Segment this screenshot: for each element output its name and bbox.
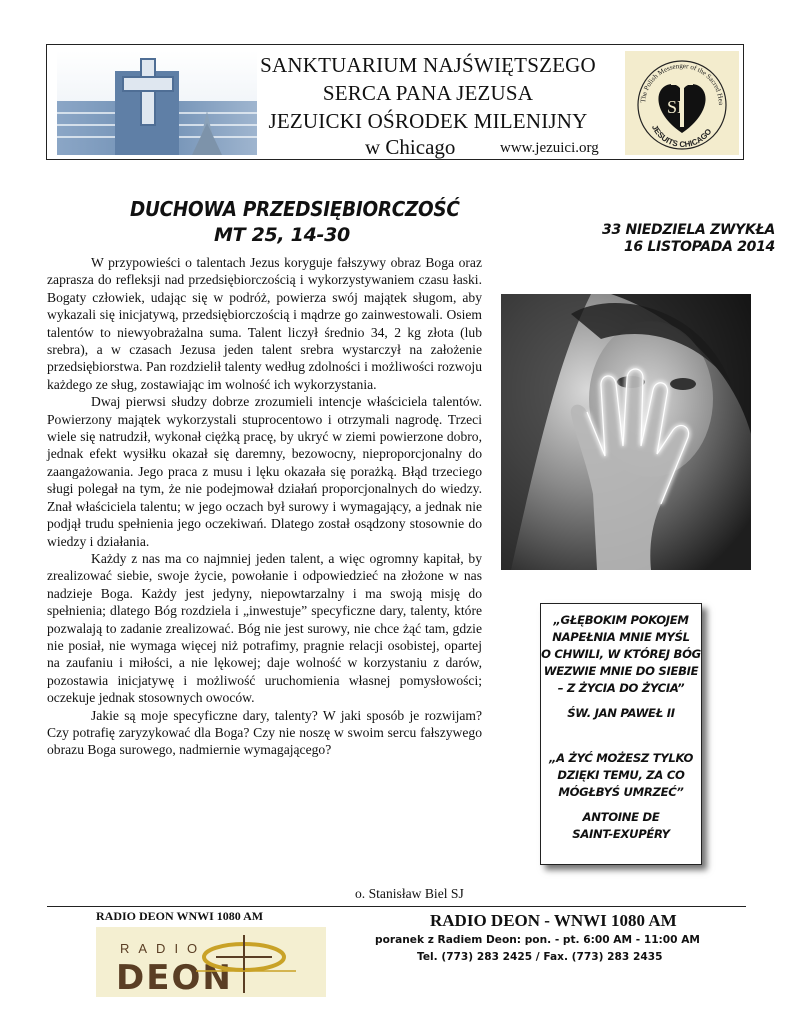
quote-author: ANTOINE DE bbox=[582, 810, 660, 824]
article-author: o. Stanisław Biel SJ bbox=[355, 886, 464, 901]
quote-line: „GŁĘBOKIM POKOJEM bbox=[553, 613, 689, 627]
church-photo bbox=[57, 51, 257, 155]
quote-line: DZIĘKI TEMU, ZA CO bbox=[557, 768, 685, 782]
article-paragraph: Dwaj pierwsi słudzy dobrze zrozumieli intencje właściciela talentów. Powierzony majątek wykorzystali stuprocentowo i otrzymali nagrodę. Trzeci wiele się natrudził, wykonał ciężką pracę, by ukryć w ziemi powierzone dobro, jednak efekt wysiłku okazał się daremny, bezowocny, nieproporcjonalny do zaangażowania. Jego praca z musu i lęku okazała się porażką. Błąd trzeciego sługi polegał na tym, że nie podejmował działań proporcjonalnych do wiedzy. Znał właściciela talentu; w jego oczach był surowy i wymagający, a jednak nie podjął trudu spełnienia jego oczekiwań. Dlatego został osądzony stosownie do wiedzy i działania. bbox=[47, 394, 482, 549]
hand-face-photo bbox=[501, 294, 751, 570]
quote-line: WEZWIE MNIE DO SIEBIE bbox=[543, 664, 699, 678]
radio-deon-logo bbox=[96, 927, 326, 997]
seal-monogram: SI bbox=[667, 97, 684, 117]
logo-deon-text: DEON bbox=[116, 958, 233, 997]
article-reference: MT 25, 14-30 bbox=[214, 224, 350, 246]
header-title-line: SANKTUARIUM NAJŚWIĘTSZEGO bbox=[260, 53, 596, 77]
header-city: w Chicago bbox=[365, 135, 456, 159]
radio-phone: Tel. (773) 283 2425 / Fax. (773) 283 2435 bbox=[417, 951, 663, 963]
quotes-box bbox=[540, 603, 702, 865]
sunday-name: 33 NIEDZIELA ZWYKŁA bbox=[602, 222, 775, 238]
header-title-line: SERCA PANA JEZUSA bbox=[322, 81, 534, 105]
footer-divider bbox=[47, 906, 746, 907]
quote-line: – Z ŻYCIA DO ŻYCIA” bbox=[557, 681, 685, 695]
quote-line: NAPEŁNIA MNIE MYŚL bbox=[552, 630, 690, 644]
article-paragraph: Jakie są moje specyficzne dary, talenty? W jaki sposób je rozwijam? Czy potrafię zaryzykować dla Boga? Czy nie noszę w swoim sercu fałszywego obrazu Boga surowego, nadmiernie wymagającego? bbox=[47, 707, 482, 758]
seal-arc-text: The Polish Messenger of the Sacred Hea bbox=[639, 61, 726, 106]
radio-small-label: RADIO DEON WNWI 1080 AM bbox=[96, 909, 264, 923]
header-title-line: JEZUICKI OŚRODEK MILENIJNY bbox=[268, 109, 588, 133]
logo-radio-text: RADIO bbox=[120, 941, 207, 956]
quote-author: SAINT-EXUPÉRY bbox=[572, 827, 670, 841]
article-body bbox=[47, 254, 482, 759]
quote-2 bbox=[541, 750, 701, 843]
article-paragraph: W przypowieści o talentach Jezus koryguje fałszywy obraz Boga oraz zaprasza do refleksji nad przedsiębiorczością i wykorzystywaniem czasu łaski. Bogaty człowiek, udając się w podróż, powierza swój majątek sługom, aby wykazali się inicjatywą, przedsiębiorczością i mądrze go zainwestowali. Osiem talentów to niewyobrażalna suma. Talent liczył średnio 34, 2 kg złota (lub srebra), a w czasach Jezusa jeden talent srebra wystarczył na założenie przedsiębiorstwa. Pan rozdzielił talenty według zdolności i możliwości rozwoju każdego ze sług, zostawiając im wolność ich wykorzystania. bbox=[47, 255, 482, 392]
radio-title: RADIO DEON - WNWI 1080 AM bbox=[430, 911, 677, 930]
header-url[interactable]: www.jezuici.org bbox=[500, 140, 599, 156]
header-box bbox=[46, 44, 744, 160]
quote-author: ŚW. JAN PAWEŁ II bbox=[567, 706, 675, 720]
article-title: DUCHOWA PRZEDSIĘBIORCZOŚĆ bbox=[130, 197, 460, 221]
radio-schedule: poranek z Radiem Deon: pon. - pt. 6:00 AM - 11:00 AM bbox=[375, 934, 700, 946]
sunday-date bbox=[520, 222, 775, 256]
header-title bbox=[243, 51, 613, 135]
sunday-date-line: 16 LISTOPADA 2014 bbox=[623, 239, 775, 255]
jesuits-chicago-seal bbox=[625, 51, 739, 155]
quote-line: „A ŻYĆ MOŻESZ TYLKO bbox=[548, 751, 693, 765]
article-paragraph: Każdy z nas ma co najmniej jeden talent, a więc ogromny kapitał, by zrealizować siebie, swoje życie, powołanie i odpowiedzieć na złożone w nas nadzieje Boga. Każdy jest jedyny, niepowtarzalny i ma swoją misję do spełnienia; dlatego Bóg rozdziela i „inwestuje” specyficzne dary, talenty, które pozwalają to zadanie zrealizować. Bóg nie jest surowy, nie chce żąć tam, gdzie nie posiał, nie wymaga więcej niż potrafimy, pragnie relacji osobistej, opartej na zaufaniu i miłości, a nie lękowej; daje wolność w korzystaniu z darów, pozostawia inicjatywę i możliwość uruchomienia własnej pomysłowości; oczekuje jednak stosownych owoców. bbox=[47, 550, 482, 706]
quote-line: O CHWILI, W KTÓREJ BÓG bbox=[541, 647, 701, 661]
quote-1 bbox=[541, 612, 701, 722]
quote-line: MÓGŁBYŚ UMRZEĆ” bbox=[558, 785, 684, 799]
seal-bottom-text: JESUITS CHICAGO bbox=[649, 123, 714, 150]
